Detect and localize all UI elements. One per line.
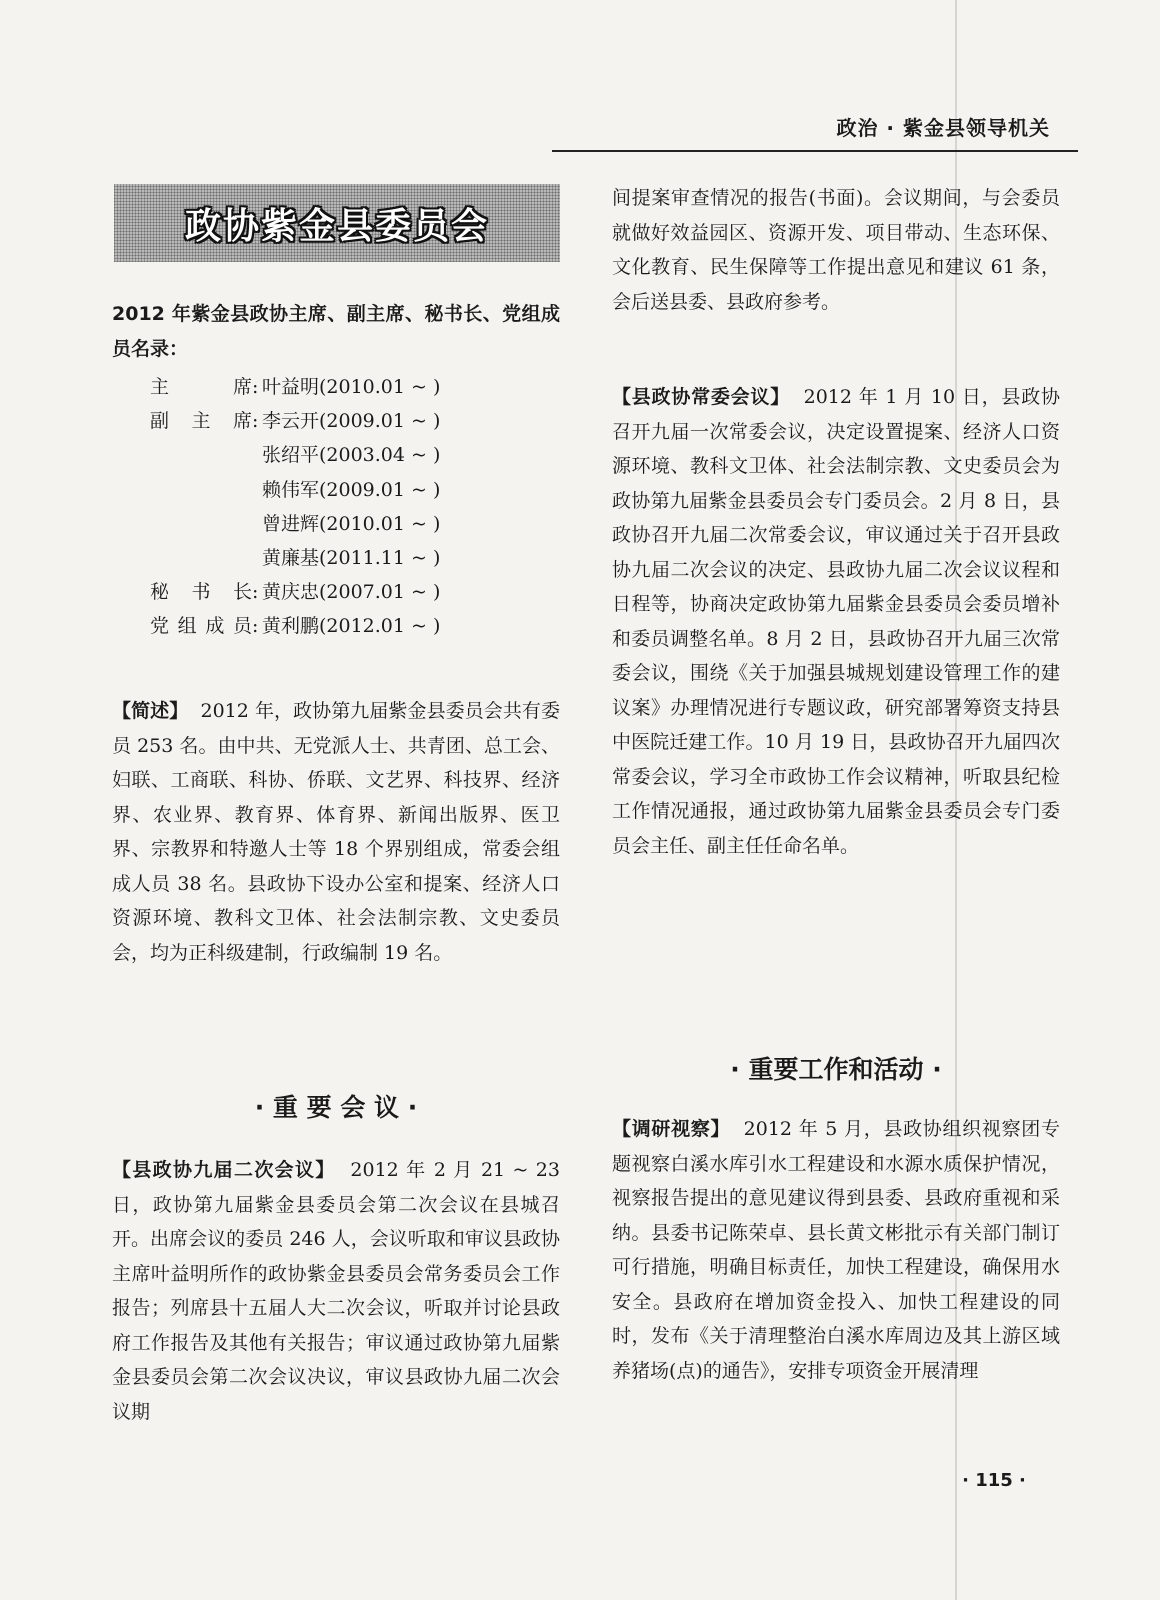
roster-list xyxy=(150,370,440,644)
roster-entry: 李云开(2009.01 ~ ) xyxy=(262,410,441,433)
second-session-paragraph xyxy=(112,1153,560,1429)
page-title: 政协紫金县委员会 xyxy=(184,205,489,247)
page-number: · 115 · xyxy=(962,1470,1026,1491)
roster-entry: 张绍平(2003.04 ~ ) xyxy=(262,444,441,467)
roster-row xyxy=(150,507,440,541)
roster-row: 秘书长 : 黄庆忠(2007.01 ~ ) xyxy=(150,575,440,609)
roster-role xyxy=(150,541,252,575)
roster-entry: 黄利鹏(2012.01 ~ ) xyxy=(262,615,441,638)
section-heading-work: · 重要工作和活动 · xyxy=(730,1055,942,1084)
roster-entry: 叶益明(2010.01 ~ ) xyxy=(262,376,441,398)
running-head: 政治 · 紫金县领导机关 xyxy=(836,116,1050,140)
roster-row: 党组成员 : 黄利鹏(2012.01 ~ ) xyxy=(150,609,440,643)
roster-entry: 曾进辉(2010.01 ~ ) xyxy=(262,512,441,535)
roster-row: 副主席 : 李云开(2009.01 ~ ) xyxy=(150,404,440,438)
roster-entry: 赖伟军(2009.01 ~ ) xyxy=(262,478,441,501)
roster-entry: 黄廉基(2011.11 ~ ) xyxy=(262,546,441,569)
second-session-text: 2012 年 2 月 21 ~ 23 日，政协第九届紫金县委员会第二次会议在县城召开。出席会议的委员 246 人，会议听取和审议县政协主席叶益明所作的政协紫金县委员会常务委员会工作报告；列席县十五届人大二次会议，听取并讨论县政府工作报告及其他有关报告；审议通过政协第九届紫金县委员会第二次会议决议，审议县政协九届二次会议期 xyxy=(112,1159,560,1423)
roster-role xyxy=(150,507,252,541)
inspection-block xyxy=(612,1112,1060,1388)
roster-role: 秘书长 xyxy=(150,581,252,604)
roster-role: 主席 xyxy=(150,376,252,398)
roster-role: 党组成员 xyxy=(150,615,252,638)
standing-committee-tag: 【县政协常委会议】 xyxy=(612,386,790,408)
inspection-text: 2012 年 5 月，县政协组织视察团专题视察白溪水库引水工程建设和水源水质保护情况，视察报告提出的意见建议得到县委、县政府重视和采纳。县委书记陈荣卓、县长黄文彬批示有关部门制订可行措施，明确目标责任，加快工程建设，确保用水安全。县政府在增加资金投入、加快工程建设的同时，发布《关于清理整治白溪水库周边及其上游区域养猪场(点)的通告》，安排专项资金开展清理 xyxy=(612,1118,1060,1382)
roster-row xyxy=(150,438,440,472)
summary-paragraph xyxy=(112,694,560,970)
roster-heading-block xyxy=(112,297,560,366)
roster-row: 主席 : 叶益明(2010.01 ~ ) xyxy=(150,370,440,404)
second-session-continued-text: 间提案审查情况的报告(书面)。会议期间，与会委员就做好效益园区、资源开发、项目带动、生态环保、文化教育、民生保障等工作提出意见和建议 61 条，会后送县委、县政府参考。 xyxy=(612,187,1060,313)
second-session-tag: 【县政协九届二次会议】 xyxy=(112,1159,336,1181)
second-session-continued-block xyxy=(612,181,1060,319)
header-rule xyxy=(552,150,1078,152)
roster-row xyxy=(150,541,440,575)
standing-committee-paragraph xyxy=(612,380,1060,863)
standing-committee-text: 2012 年 1 月 10 日，县政协召开九届一次常委会议，决定设置提案、经济人口资源环境、教科文卫体、社会法制宗教、文史委员会为政协第九届紫金县委员会专门委员会。2 月 8 日，县政协召开九届二次常委会议，审议通过关于召开县政协九届二次会议的决定、县政协九届二次会议议程和日程等，协商决定政协第九届紫金县委员会委员增补和委员调整名单。8 月 2 日，县政协召开九届三次常委会议，围绕《关于加强县城规划建设管理工作的建议案》办理情况进行专题议政，研究部署筹资支持县中医院迁建工作。10 月 19 日，县政协召开九届四次常委会议，学习全市政协工作会议精神，听取县纪检工作情况通报，通过政协第九届紫金县委员会专门委员会主任、副主任任命名单。 xyxy=(612,386,1060,857)
second-session-block xyxy=(112,1153,560,1429)
roster-role xyxy=(150,438,252,472)
inspection-paragraph xyxy=(612,1112,1060,1388)
roster-role: 副主席 xyxy=(150,410,252,433)
roster-role xyxy=(150,473,252,507)
roster-heading: 2012 年紫金县政协主席、副主席、秘书长、党组成员名录： xyxy=(112,303,560,360)
standing-committee-block xyxy=(612,380,1060,863)
section-heading-meetings: · 重 要 会 议 · xyxy=(254,1093,418,1122)
summary-block xyxy=(112,694,560,970)
section-title-banner xyxy=(114,184,560,262)
summary-tag: 【简述】 xyxy=(112,700,189,722)
roster-row xyxy=(150,473,440,507)
summary-text: 2012 年，政协第九届紫金县委员会共有委员 253 名。由中共、无党派人士、共青团、总工会、妇联、工商联、科协、侨联、文艺界、科技界、经济界、农业界、教育界、体育界、新闻出版界、医卫界、宗教界和特邀人士等 18 个界别组成，常委会组成人员 38 名。县政协下设办公室和提案、经济人口资源环境、教科文卫体、社会法制宗教、文史委员会，均为正科级建制，行政编制 19 名。 xyxy=(112,700,560,964)
roster-entry: 黄庆忠(2007.01 ~ ) xyxy=(262,581,441,604)
inspection-tag: 【调研视察】 xyxy=(612,1118,731,1140)
